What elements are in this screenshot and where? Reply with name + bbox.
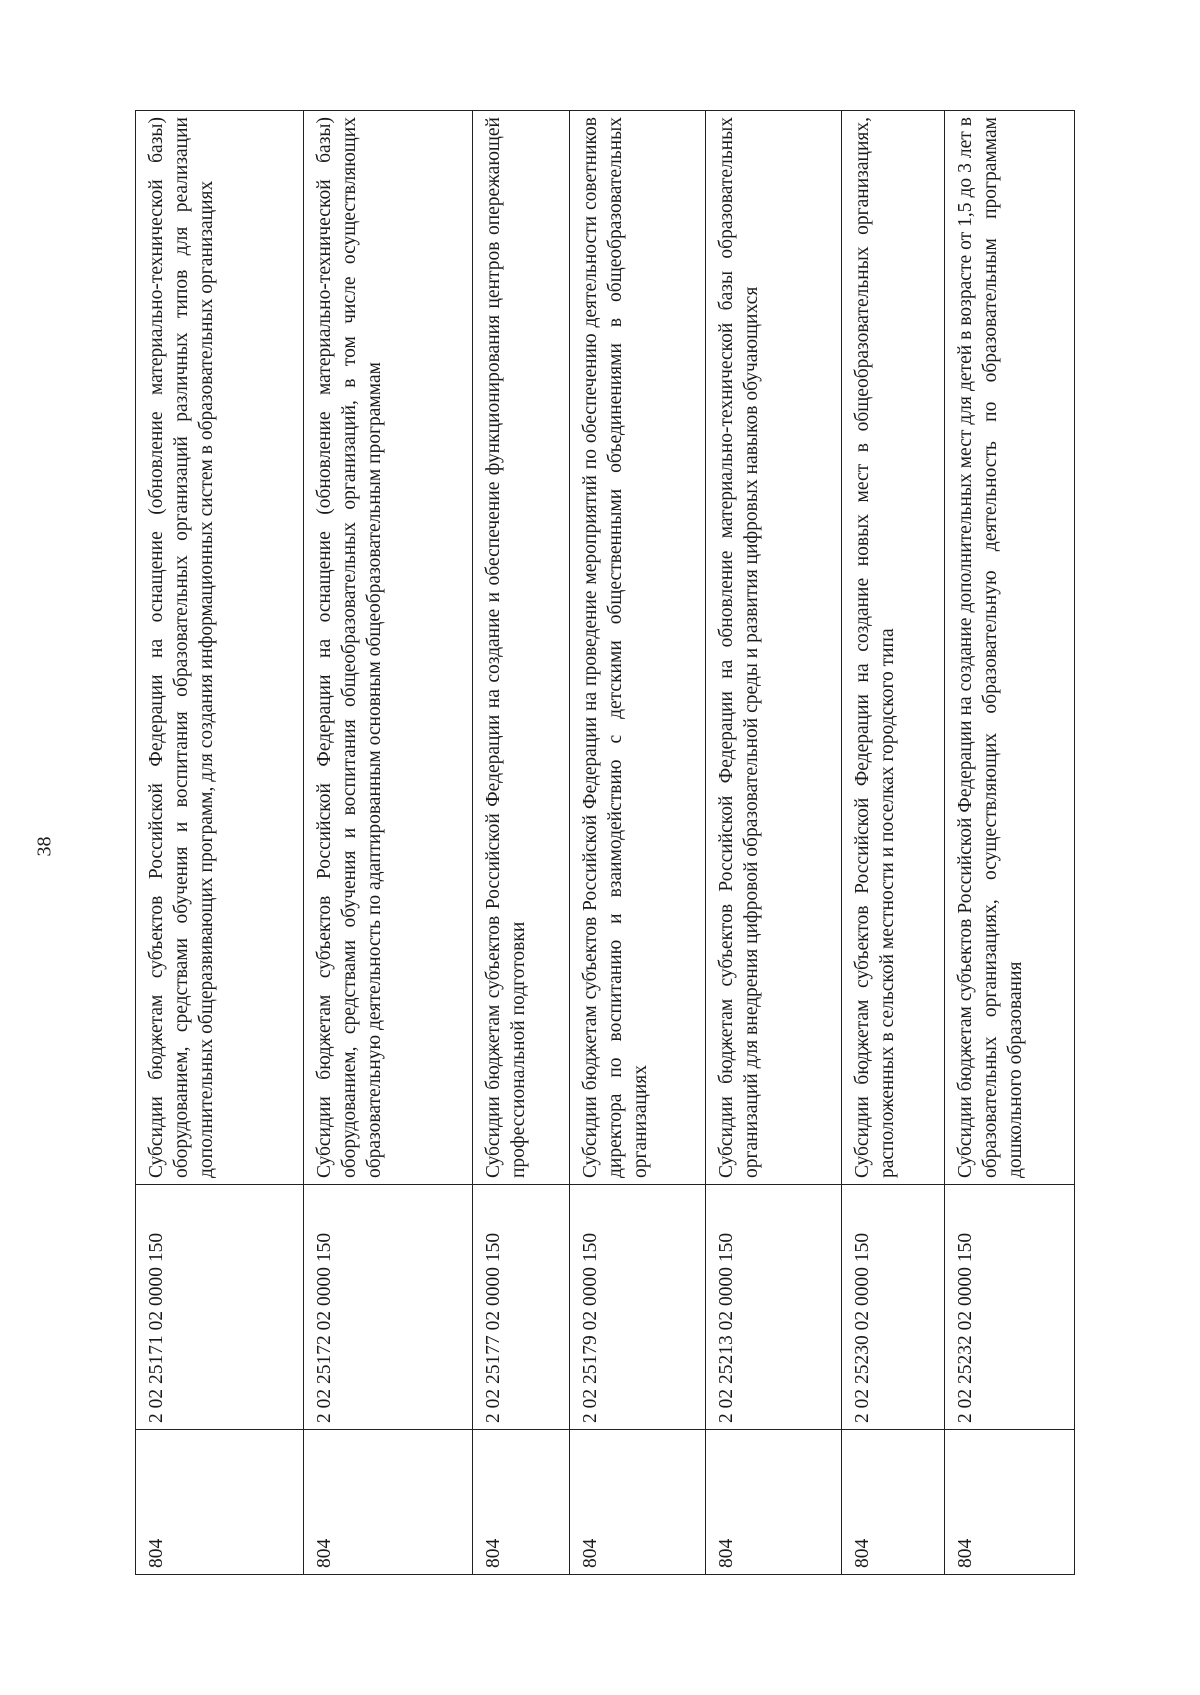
table-row: [304, 111, 472, 1575]
rotated-table: [135, 110, 1075, 1575]
table-row: [841, 111, 944, 1575]
admin-code-cell: 804: [944, 1430, 1074, 1575]
page-number: 38: [33, 836, 56, 857]
description-cell: Субсидии бюджетам субъектов Российской Федерации на создание дополнительных мест для детей в возрасте от 1,5 до 3 лет в образовательных организациях, осуществляющих образовательную деятельность по образовательным программам дошкольного образования: [944, 111, 1074, 1185]
table-row: [944, 111, 1074, 1575]
budget-code-cell: 2 02 25171 02 0000 150: [136, 1185, 304, 1430]
description-cell: Субсидии бюджетам субъектов Российской Федерации на оснащение (обновление материально-технической базы) оборудованием, средствами обучения и воспитания образовательных организаций различных типов для реализации дополнительных общеразвивающих программ, для создания информационных систем в образовательных организациях: [136, 111, 304, 1185]
admin-code-cell: 804: [841, 1430, 944, 1575]
budget-code-cell: 2 02 25179 02 0000 150: [570, 1185, 706, 1430]
budget-code-cell: 2 02 25213 02 0000 150: [705, 1185, 841, 1430]
description-cell: Субсидии бюджетам субъектов Российской Федерации на обновление материально-технической базы образовательных организаций для внедрения цифровой образовательной среды и развития цифровых навыков обучающихся: [705, 111, 841, 1185]
table-row: [472, 111, 570, 1575]
budget-classification-table: [135, 110, 1075, 1575]
table-container: [135, 110, 1075, 1575]
admin-code-cell: 804: [705, 1430, 841, 1575]
table-row: [570, 111, 706, 1575]
budget-code-cell: 2 02 25230 02 0000 150: [841, 1185, 944, 1430]
table-row: [136, 111, 304, 1575]
description-cell: Субсидии бюджетам субъектов Российской Федерации на оснащение (обновление материально-технической базы) оборудованием, средствами обучения и воспитания общеобразовательных организаций, в том числе осуществляющих образовательную деятельность по адаптированным основным общеобразовательным программам: [304, 111, 472, 1185]
description-cell: Субсидии бюджетам субъектов Российской Федерации на создание новых мест в общеобразовательных организациях, расположенных в сельской местности и поселках городского типа: [841, 111, 944, 1185]
budget-code-cell: 2 02 25177 02 0000 150: [472, 1185, 570, 1430]
budget-code-cell: 2 02 25232 02 0000 150: [944, 1185, 1074, 1430]
admin-code-cell: 804: [136, 1430, 304, 1575]
description-cell: Субсидии бюджетам субъектов Российской Федерации на проведение мероприятий по обеспечению деятельности советников директора по воспитанию и взаимодействию с детскими общественными объединениями в общеобразовательных организациях: [570, 111, 706, 1185]
table-row: [705, 111, 841, 1575]
admin-code-cell: 804: [472, 1430, 570, 1575]
budget-code-cell: 2 02 25172 02 0000 150: [304, 1185, 472, 1430]
admin-code-cell: 804: [570, 1430, 706, 1575]
admin-code-cell: 804: [304, 1430, 472, 1575]
description-cell: Субсидии бюджетам субъектов Российской Федерации на создание и обеспечение функционирования центров опережающей профессиональной подготовки: [472, 111, 570, 1185]
